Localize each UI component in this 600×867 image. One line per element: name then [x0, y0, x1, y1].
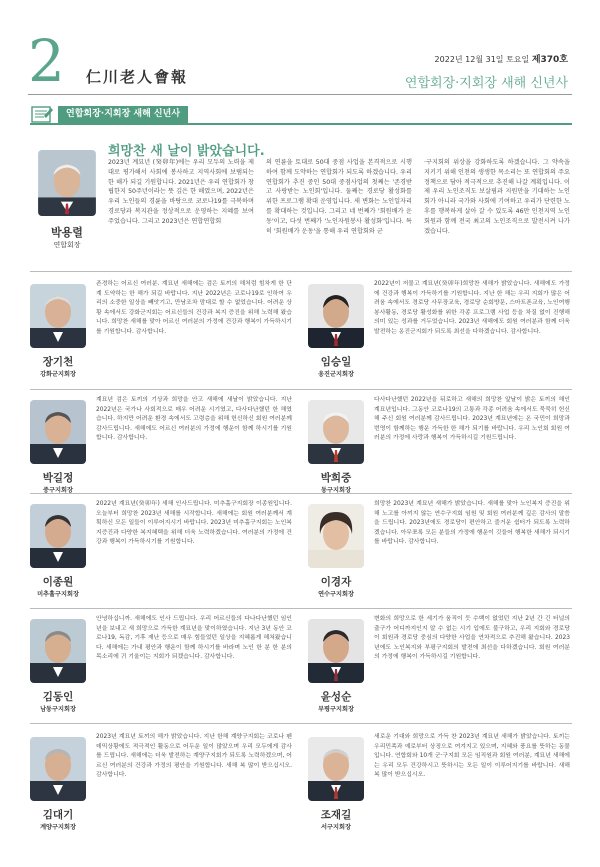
greeting-bupyeong — [308, 615, 570, 727]
lead-role: 연합회장 — [53, 241, 81, 249]
person-role: 미추홀구지회장 — [37, 591, 79, 598]
portrait-photo — [308, 504, 364, 568]
portrait-photo — [308, 619, 364, 683]
notebook-icon — [30, 104, 54, 124]
portrait-photo — [30, 284, 86, 348]
person-role: 강화군지회장 — [40, 371, 76, 378]
issue-line — [435, 52, 568, 65]
person-role: 옹진군지회장 — [318, 371, 354, 378]
person-role: 서구지회장 — [321, 824, 351, 831]
masthead: 仁川老人會報 — [86, 68, 189, 86]
person-text: 새로운 기대와 희망으로 가득 찬 2023년 계묘년 새해가 밝았습니다. 토끼는 우리민족과 예로부터 상징으로 여겨지고 있으며, 지혜와 풍요를 뜻하는 동물입니다. 연합회와 10개 군·구지회 모든 임직원과 회원 여러분, 계묘년 새해에는 우리 모두 건강하시고 뜻하시는 모든 일이 이루어지기를 바랍니다. 새해 복 많이 받으십시오. — [374, 734, 570, 779]
lead-block — [38, 138, 570, 263]
portrait-photo — [30, 619, 86, 683]
person-text: 계묘년 검은 토끼의 기상과 희망을 안고 새해에 새날이 밝았습니다. 지난 2022년은 국가나 사회적으로 매우 어려운 시기였고, 다사다난했던 한 해였습니다. 하지만 어려운 환경 속에서도 고령층을 위해 헌신하신 회원 여러분께 감사드립니다. 새해에도 어르신 여러분의 가정에 행운이 함께 하시기를 기원합니다. 감사합니다. — [96, 397, 292, 442]
person-text: 안녕하십니까. 새해에도 인사 드립니다. 우리 어르신들의 다나다난했던 임인년을 보내고 새 희망으로 가득한 계묘년을 맞이하였습니다. 지난 3년 동안 코로나19, 독감, 기후 재난 등으로 매우 힘들었던 일상을 지혜롭게 헤쳐왔습니다. 새해에는 가내 평안과 행운이 함께 하시기를 바라며 노인 한 분 한 분의 목소리에 귀 기울이는 지회가 되겠습니다. 감사합니다. — [96, 616, 292, 661]
person-name: 임승일 — [320, 356, 352, 368]
header-rule — [28, 94, 572, 95]
person-text: 희망찬 2023년 계묘년 새해가 밝았습니다. 새해를 맞아 노인복지 증진을 위해 노고를 아끼지 않는 연수구지회 임원 및 회원 여러분께 깊은 감사의 말씀을 드립니다. 2023년에도 경로당이 편안하고 즐거운 쉼터가 되도록 노력하겠습니다. 아무쪼록 모든 분들의 가정에 행운이 깃들어 행복한 새해가 되시기를 바랍니다. 감사합니다. — [374, 501, 570, 546]
person-name: 이경자 — [320, 576, 352, 588]
lead-headline: 희망찬 새 날이 밝았습니다. — [108, 144, 265, 159]
person-role: 남동구지회장 — [40, 706, 76, 713]
lead-col-1: 2023년 계묘년 (癸卯年)에는 우리 모두의 노력을 제대로 평가해서 사회에 봉사하고 지역사회에 보탬되는 한 해가 되길 기원합니다. 2021년은 우리 연합회가 창립한지 50주년이라는 뜻 깊은 한 해였으며, 2022년은 우리 노인들의 경륜을 바탕으로 코로나19를 극복하며 경로당과 복지관을 정상적으로 운영하는 지혜를 보여 주었습니다. 그리고 2023년은 연합연합회 — [108, 159, 254, 225]
greeting-namdong — [30, 615, 292, 727]
person-name: 이종원 — [42, 576, 74, 588]
issue-date: 2022년 12월 31일 토요일 — [434, 55, 530, 64]
person-text: 변화의 희망으로 한 세기가 움직이 듯 수백이 없었던 지난 2년 간 긴 터널의 출구가 어디까지인지 알 수 없는 시기 입에도 불구하고, 우리 지회와 경로당이 회원과 경로당 중심의 다양한 사업을 연차적으로 추진해 왔습니다. 2023년에도 노인복지와 부평구지회의 발전에 최선을 다하겠습니다. 회원 여러분의 가정에 행복이 가득하시길 기원합니다. — [374, 616, 570, 661]
portrait-photo — [308, 737, 364, 801]
lead-name: 박용렬 — [51, 226, 83, 239]
page-number: 2 — [28, 27, 65, 95]
person-role: 계양구지회장 — [40, 824, 76, 831]
person-name: 박희중 — [320, 472, 352, 484]
row-divider — [30, 271, 572, 272]
person-text: 2022년이 저물고 계묘년(癸卯年)희망찬 새해가 밝았습니다. 새해에도 가정에 건강과 행복이 가득하기를 기원합니다. 지난 한 해는 우리 지회가 많은 어려움 속에서도 경로당 사무장교육, 경로당 순회방문, 스마트폰교육, 노인여행봉사활동, 경로당 활성화를 위한 각종 프로그램 사업 등을 차질 없이 진행해 의미 있는 성과를 거두었습니다. 2023년 새해에도 회원 여러분과 함께 더욱 발전하는 옹진군지회가 되도록 최선을 다하겠습니다. 감사합니다. — [374, 281, 570, 335]
section-rule — [30, 123, 572, 125]
portrait-photo — [30, 504, 86, 568]
greeting-junggu — [30, 396, 292, 508]
person-name: 장기천 — [42, 356, 74, 368]
person-name: 김대기 — [42, 809, 74, 821]
greeting-donggu — [308, 396, 570, 508]
greeting-seogu — [308, 733, 570, 845]
person-name: 김동인 — [42, 691, 74, 703]
greeting-gyeyang — [30, 733, 292, 845]
issue-number: 제370호 — [531, 55, 568, 65]
person-role: 부평구지회장 — [318, 706, 354, 713]
person-role: 중구지회장 — [43, 487, 73, 494]
portrait-photo — [30, 737, 86, 801]
greeting-ongjin — [308, 280, 570, 392]
portrait-photo — [30, 400, 86, 464]
person-text: 다사다난했던 2022년을 뒤로하고 새해의 희망찬 앞날이 밝은 토끼의 해인 계묘년입니다. 그동안 코로나19의 고통과 각종 어려움 속에서도 묵묵히 헌신해 주신 회원 여러분께 감사드립니다. 2023년 계묘년에는 온 국민이 희망과 번영이 함께하는 행운 가득한 한 해가 되기를 바랍니다. 우리 노인회 회원 여러분의 가정에 사랑과 행복이 가득하시길 기원드립니다. — [374, 397, 570, 442]
section-tab: 연합회장·지회장 새해 신년사 — [58, 106, 188, 123]
person-text: 2022년 계묘년(癸卯年) 새해 인사드립니다. 미추홀구지회장 이종원입니다. 오늘부터 희망찬 2023년 새해를 시작합니다. 새해에는 회원 여러분께서 계획하신 모든 일들이 이루어지시기 바랍니다. 2023년 미추홀구지회는 노인복지증진과 다양한 복지혜택을 위해 더욱 노력하겠습니다. 여러분의 가정에 건강과 행복이 가득하시기를 기원합니다. — [96, 501, 292, 546]
lead-photo — [38, 150, 96, 216]
lead-col-2: 의 연륜을 토대로 50대 중점 사업을 본격적으로 시행하여 함께 도약하는 연합회가 되도록 하겠습니다. 우리 연합회가 추진 중인 50대 중점사업의 첫째는 '존경받고 사랑받는 노인회'입니다. 둘째는 경로당 활성화를 위한 프로그램 확대 운영입니다. 새 변화는 노인일자리를 확대하는 것입니다. 그리고 네 번째가 '회원배가 운동'이고, 다섯 번째가 '노인자원봉사 활성화'입니다. 특히 '회원배가 운동'을 통해 우리 연합회와 군 — [266, 159, 412, 235]
lead-body — [108, 158, 570, 236]
person-role: 연수구지회장 — [318, 591, 354, 598]
greeting-yeonsu — [308, 500, 570, 612]
lead-col-3: ·구지회의 위상을 강화하도록 하겠습니다. 그 약속을 지키기 위해 인천의 생생한 목소리는 또 연합회의 주요 정책으로 담아 적극적으로 추진해 나갈 계획입니다. 이제 우리 노인조직도 보살핌과 지원만을 기대하는 노인회가 아니라 국가와 사회에 기여하고 우리가 단련한 노후를 행복하게 살아 갈 수 있도록 46만 인천지역 노인회원과 함께 전국 최고의 노인조직으로 발전시켜 나가겠습니다. — [424, 159, 570, 235]
header-title: 연합회장·지회장 새해 신년사 — [404, 76, 568, 91]
greeting-michuhol — [30, 500, 292, 612]
person-text: 2023년 계묘년 토끼의 해가 밝았습니다. 지난 한해 계양구지회는 코로나 펜데믹상황에도 적극적인 활동으로 어두운 일이 많았으며 우리 모두에게 감사를 드립니다. 새해에는 더욱 발전하는 계양구지회가 되도록 노력하겠으며, 어르신 여러분의 건강과 가정의 평안을 기원합니다. 새해 복 많이 받으십시오. 감사합니다. — [96, 734, 292, 779]
portrait-photo — [308, 284, 364, 348]
portrait-photo — [308, 400, 364, 464]
person-text: 존경하는 어르신 여러분. 계묘년 새해에는 검은 토끼의 해처럼 힘차게 한 단계 도약하는 한 해가 되길 바랍니다. 지난 2022년은 코로나19로 인하여 우리의 소중한 일상을 빼앗기고, 만남조차 맘대로 할 수 없었습니다. 어려운 상황 속에서도 강화군지회는 어르신들의 건강과 복지 증진을 위해 노력해 왔습니다. 희망찬 새해를 맞아 어르신 여러분의 가정에 건강과 행복이 가득하시기를 기원합니다. 감사합니다. — [96, 281, 292, 335]
person-name: 조재길 — [320, 809, 352, 821]
person-name: 박길정 — [42, 472, 74, 484]
person-role: 동구지회장 — [321, 487, 351, 494]
greeting-ganghwa — [30, 280, 292, 392]
person-name: 윤성순 — [320, 691, 352, 703]
